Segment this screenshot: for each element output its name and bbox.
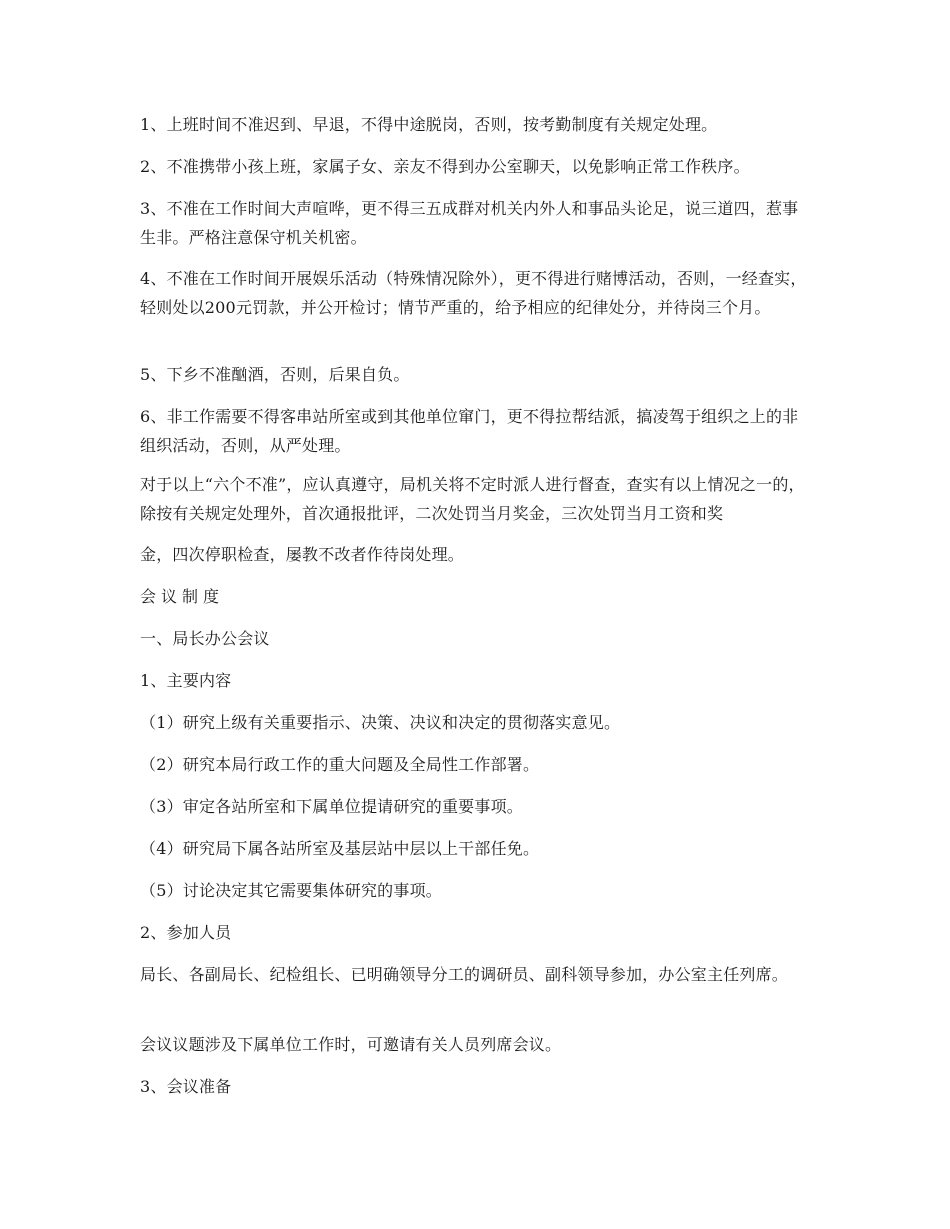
summary-continuation: 金，四次停职检查，屡教不改者作待岗处理。 — [140, 545, 465, 564]
summary-paragraph: 对于以上“六个不准”，应认真遵守，局机关将不定时派人进行督查，查实有以上情况之一的，除按有关规定处理外，首次通报批评，二次处罚当月奖金，三次处罚当月工资和奖 — [140, 475, 805, 523]
subheading-meeting-preparation: 3、会议准备 — [140, 1077, 232, 1096]
content-item-5: （5）讨论决定其它需要集体研究的事项。 — [140, 881, 442, 900]
content-item-2: （2）研究本局行政工作的重大问题及全局性工作部署。 — [140, 755, 540, 774]
content-item-4: （4）研究局下属各站所室及基层站中层以上干部任免。 — [140, 839, 540, 858]
rule-2-paragraph: 2、不准携带小孩上班，家属子女、亲友不得到办公室聊天，以免影响正常工作秩序。 — [140, 157, 750, 176]
rule-6-paragraph: 6、非工作需要不得客串站所室或到其他单位窜门，更不得拉帮结派，搞凌驾于组织之上的非组织活动，否则，从严处理。 — [140, 407, 799, 455]
invitation-paragraph: 会议议题涉及下属单位工作时，可邀请有关人员列席会议。 — [140, 1035, 562, 1054]
subheading-director-meeting: 一、局长办公会议 — [140, 629, 270, 648]
rule-4-paragraph: 4、不准在工作时间开展娱乐活动（特殊情况除外），更不得进行赌博活动，否则，一经查实，轻则处以200元罚款，并公开检讨；情节严重的，给予相应的纪律处分，并待岗三个月。 — [140, 269, 807, 317]
rule-1-paragraph: 1、上班时间不准迟到、早退，不得中途脱岗，否则，按考勤制度有关规定处理。 — [140, 115, 718, 134]
rule-5-paragraph: 5、下乡不准酗酒，否则，后果自负。 — [140, 365, 410, 384]
subheading-main-content: 1、主要内容 — [140, 671, 232, 690]
subheading-participants: 2、参加人员 — [140, 923, 232, 942]
participants-paragraph: 局长、各副局长、纪检组长、已明确领导分工的调研员、副科领导参加，办公室主任列席。 — [140, 965, 789, 984]
rule-3-paragraph: 3、不准在工作时间大声喧哗，更不得三五成群对机关内外人和事品头论足，说三道四，惹事生非。严格注意保守机关机密。 — [140, 199, 799, 247]
content-item-3: （3）审定各站所室和下属单位提请研究的重要事项。 — [140, 797, 523, 816]
content-item-1: （1）研究上级有关重要指示、决策、决议和决定的贯彻落实意见。 — [140, 713, 621, 732]
section-heading-meeting-system: 会议制度 — [140, 587, 225, 606]
